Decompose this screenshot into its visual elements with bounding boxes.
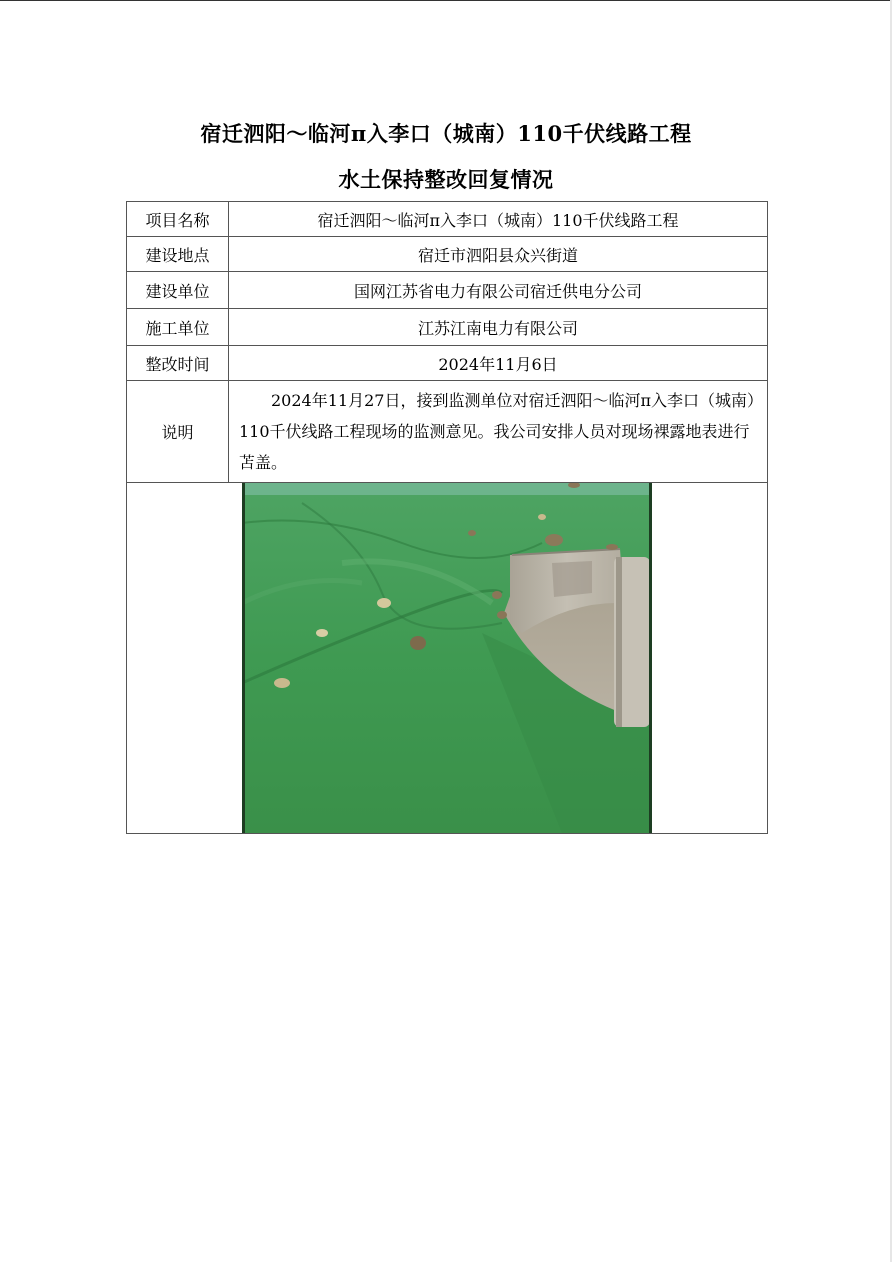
table-row [127, 272, 768, 309]
row-value-project-name: 宿迁泗阳～临河π入李口（城南）110千伏线路工程 [229, 202, 768, 237]
description-text: 2024年11月27日，接到监测单位对宿迁泗阳～临河π入李口（城南）110千伏线路工程现场的监测意见。我公司安排人员对现场裸露地表进行苫盖。 [239, 391, 755, 472]
project-info-table [126, 201, 768, 834]
table-row [127, 381, 768, 483]
table-row [127, 237, 768, 272]
table-row [127, 202, 768, 237]
table-row [127, 309, 768, 346]
document-subtitle: 水土保持整改回复情况 [338, 167, 554, 192]
row-label-location: 建设地点 [127, 237, 229, 272]
row-label-contractor: 施工单位 [127, 309, 229, 346]
document-title: 宿迁泗阳～临河π入李口（城南）110千伏线路工程 [200, 121, 692, 146]
row-label-project-name: 项目名称 [127, 202, 229, 237]
row-value-contractor: 江苏江南电力有限公司 [229, 309, 768, 346]
row-label-description: 说明 [127, 381, 229, 483]
table-row [127, 346, 768, 381]
row-value-owner: 国网江苏省电力有限公司宿迁供电分公司 [229, 272, 768, 309]
row-value-description [229, 381, 768, 483]
row-label-rectification-date: 整改时间 [127, 346, 229, 381]
site-photo-graphic [242, 483, 652, 833]
site-photo [242, 483, 652, 833]
row-value-rectification-date: 2024年11月6日 [229, 346, 768, 381]
row-label-owner: 建设单位 [127, 272, 229, 309]
table-row [127, 483, 768, 834]
page-top-border [0, 0, 892, 1]
photo-cell [127, 483, 768, 834]
row-value-location: 宿迁市泗阳县众兴街道 [229, 237, 768, 272]
